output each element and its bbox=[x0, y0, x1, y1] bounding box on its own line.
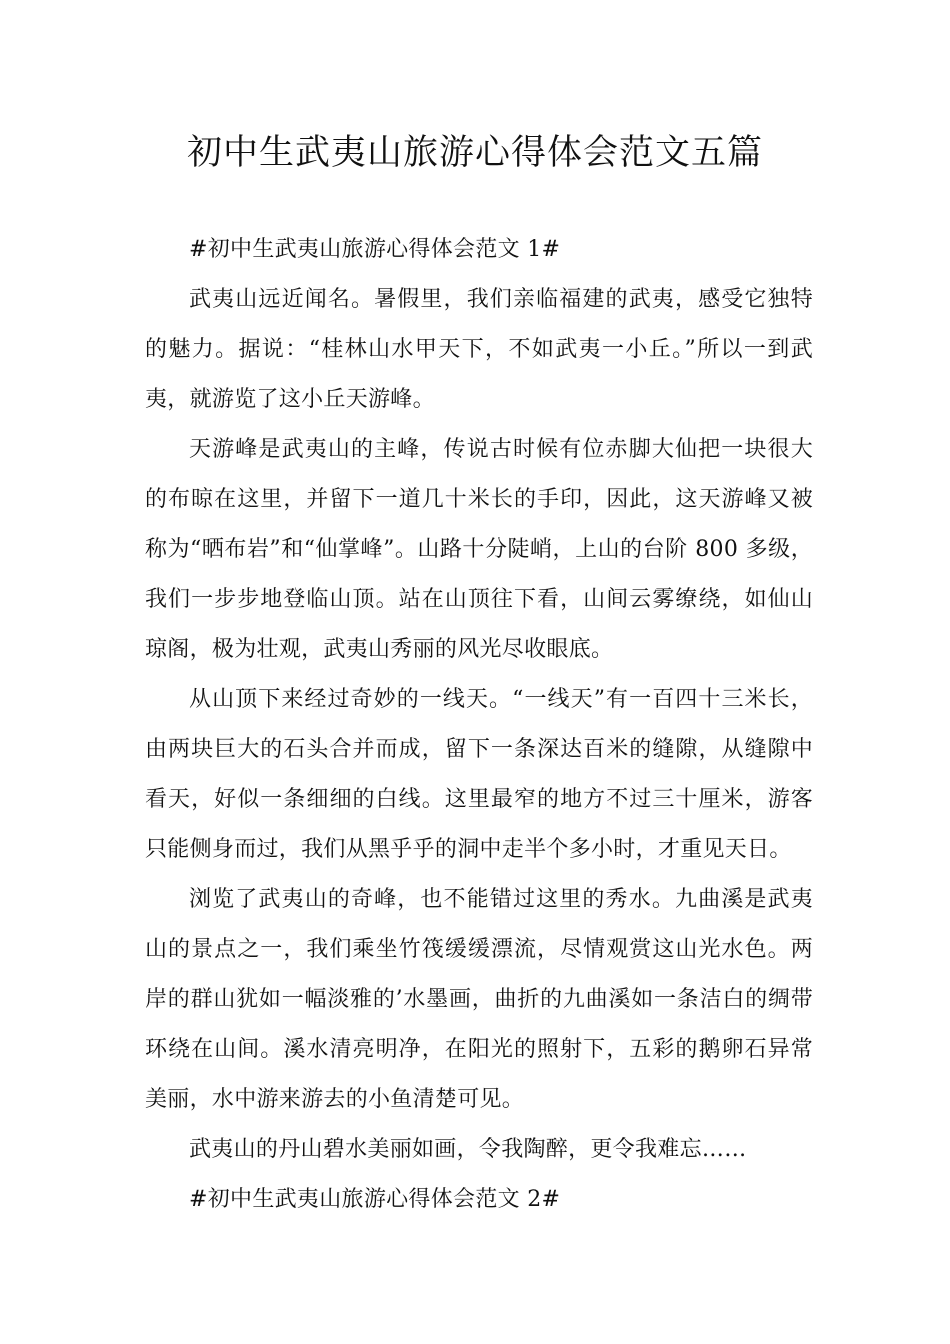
paragraph-tianyou-peak: 天游峰是武夷山的主峰，传说古时候有位赤脚大仙把一块很大的布晾在这里，并留下一道几十米长的手印，因此，这天游峰又被称为“晒布岩”和“仙掌峰”。山路十分陡峭，上山的台阶 800 多级，我们一步步地登临山顶。站在山顶往下看，山间云雾缭绕，如仙山琼阁，极为壮观，武夷山秀丽的风光尽收眼底。 bbox=[145, 437, 813, 662]
section-heading-2: #初中生武夷山旅游心得体会范文 2# bbox=[189, 1187, 561, 1212]
document-title: 初中生武夷山旅游心得体会范文五篇 bbox=[186, 133, 763, 173]
paragraph-jiuqu-stream: 浏览了武夷山的奇峰，也不能错过这里的秀水。九曲溪是武夷山的景点之一，我们乘坐竹筏缓缓漂流，尽情观赏这山光水色。两岸的群山犹如一幅淡雅的’水墨画，曲折的九曲溪如一条洁白的绸带环绕在山间。溪水清亮明净，在阳光的照射下，五彩的鹅卵石异常美丽，水中游来游去的小鱼清楚可见。 bbox=[145, 887, 813, 1112]
section-heading-1: #初中生武夷山旅游心得体会范文 1# bbox=[189, 237, 561, 262]
paragraph-intro: 武夷山远近闻名。暑假里，我们亲临福建的武夷，感受它独特的魅力。据说：“桂林山水甲天下，不如武夷一小丘。”所以一到武夷，就游览了这小丘天游峰。 bbox=[145, 287, 813, 412]
paragraph-conclusion: 武夷山的丹山碧水美丽如画，令我陶醉，更令我难忘…… bbox=[189, 1137, 747, 1162]
paragraph-yixiantian: 从山顶下来经过奇妙的一线天。“一线天”有一百四十三米长，由两块巨大的石头合并而成，留下一条深达百米的缝隙，从缝隙中看天，好似一条细细的白线。这里最窄的地方不过三十厘米，游客只能侧身而过，我们从黑乎乎的洞中走半个多小时，才重见天日。 bbox=[145, 687, 813, 862]
document-body bbox=[145, 225, 813, 1225]
